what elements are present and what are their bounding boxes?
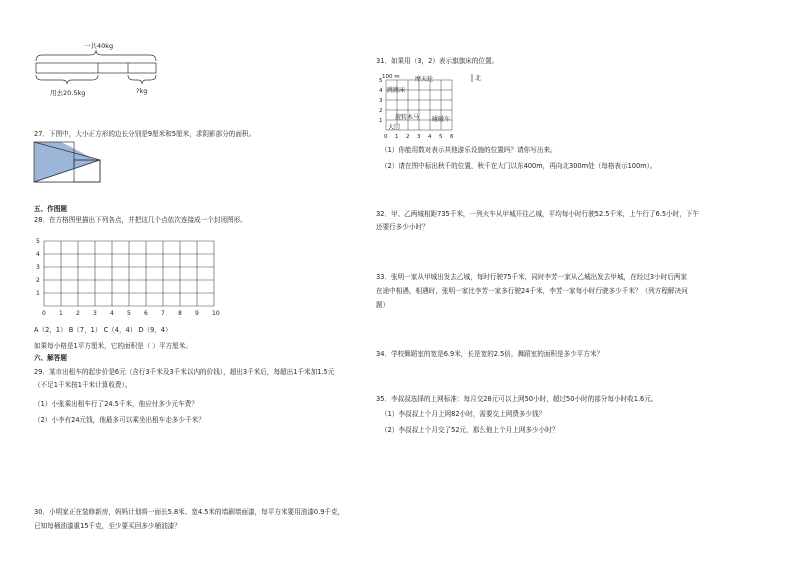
question-28-area: 如果每小格是1平方厘米，它的面积是（ ）平方厘米。 [34, 342, 192, 350]
gate-label: 大门 [388, 124, 401, 131]
map-y-tick: 2 [379, 108, 383, 114]
ferris-wheel-label: 摩天轮 [415, 76, 434, 83]
section-6-title: 六、解答题 [34, 354, 67, 362]
map-y-tick: 3 [379, 98, 383, 104]
x-tick-label: 4 [110, 310, 114, 317]
x-tick-label: 5 [127, 310, 131, 317]
question-33-line2: 在途中相遇，相遇时，张明一家比李芳一家多行驶24千米，李芳一家每小时行驶多少千米？（列方程解决问 [376, 287, 688, 295]
x-tick-label: 6 [144, 310, 148, 317]
total-brace [36, 50, 156, 61]
bumper-car-label: 碰碰车 [432, 116, 451, 123]
map-unit-label: 100 m [382, 74, 400, 80]
question-29-line2: （不足1千米按1千米计算收费）。 [34, 381, 132, 389]
map-x-tick: 0 [384, 134, 388, 140]
question-34: 34．学校舞蹈室的宽是6.9米，长是宽的2.5倍，舞蹈室的面积是多少平方米？ [376, 350, 604, 358]
map-x-tick: 1 [395, 134, 399, 140]
y-tick-label: 2 [36, 277, 40, 284]
question-32-line1: 32．甲、乙两城相距735千米，一列火车从甲城开往乙城，平均每小时行驶52.5千米，上午行了6.5小时，下午 [376, 210, 700, 218]
x-tick-label: 3 [93, 310, 97, 317]
map-x-tick: 3 [417, 134, 421, 140]
question-35: 35．李叔叔选择的上网标准：每月交28元可以上网50小时，超过50小时的部分每小时收1.6元。 [376, 395, 658, 403]
question-30-line1: 30．小明家正在装修新房，妈妈计划将一面长5.8米、宽4.5米的墙刷墙面漆，每平方米要用油漆0.9千克， [34, 508, 345, 516]
map-y-tick: 4 [379, 88, 383, 94]
section-5-title: 五、作图题 [34, 205, 67, 213]
question-31: 31．如果用（3，2）表示旗旗床的位置。 [376, 57, 499, 65]
map-y-tick: 5 [379, 78, 383, 84]
bar [36, 63, 156, 73]
question-35-part2: （2）李叔叔上个月交了52元，那么他上个月上网多少小时？ [381, 426, 559, 434]
trampoline-label: 跳跳床 [387, 87, 406, 94]
question-35-part1: （1）李叔叔上个月上网82小时，需要交上网费多少钱？ [381, 410, 546, 418]
question-29-part2: （2）小李有24元钱，他最多可以乘坐出租车走多少千米？ [34, 416, 205, 424]
x-tick-label: 1 [59, 310, 63, 317]
map-x-tick: 2 [406, 134, 410, 140]
x-tick-label: 2 [76, 310, 80, 317]
used-label: 用去20.5kg [50, 89, 86, 97]
question-28: 28．在方格图里描出下列各点，并把这几个点依次连接成一个封闭图形。 [34, 216, 247, 224]
unknown-label: ?kg [136, 87, 148, 95]
x-tick-label: 9 [195, 310, 199, 317]
x-tick-label: 10 [212, 310, 220, 317]
carousel-label: 旋转木马 [395, 114, 420, 121]
question-31-part2: （2）请在图中标出秋千的位置，秋千在大门以东400m，再向北300m处（每格表示100m）。 [381, 162, 657, 170]
y-tick-label: 4 [36, 251, 40, 258]
y-tick-label: 5 [36, 238, 40, 245]
north-label: 北 [475, 75, 482, 82]
unknown-brace [128, 75, 156, 84]
map-x-tick: 5 [439, 134, 443, 140]
question-30-line2: 已知每桶油漆重15千克，至少要买回多少桶油漆？ [34, 522, 181, 530]
question-28-points: A（2，1） B（7，1） C（4，4） D（9，4） [34, 326, 172, 334]
y-tick-label: 3 [36, 264, 40, 271]
used-brace [36, 75, 98, 84]
total-label: 一共40kg [84, 42, 114, 50]
squares-figure [34, 142, 114, 192]
y-tick-label: 1 [36, 290, 40, 297]
question-33-line3: 题） [376, 301, 390, 309]
coordinate-grid[interactable] [36, 234, 226, 319]
question-32-line2: 还要行多少小时？ [376, 223, 429, 231]
bar-diagram [30, 38, 180, 98]
question-29-part1: （1）小张乘出租车行了24.5千米，他应付多少元车费？ [34, 400, 198, 408]
x-tick-label: 0 [42, 310, 46, 317]
x-tick-label: 8 [178, 310, 182, 317]
question-27: 27．下图中，大小正方形的边长分别是9厘米和5厘米，求阴影部分的面积。 [34, 130, 256, 138]
park-map[interactable] [372, 70, 502, 140]
x-tick-label: 7 [161, 310, 165, 317]
map-x-tick: 4 [428, 134, 432, 140]
question-33-line1: 33．张明一家从甲城出发去乙城，每时行驶75千米，同时李芳一家从乙城出发去甲城，在经过3小时后两家 [376, 273, 688, 281]
map-y-tick: 1 [379, 118, 383, 124]
map-x-tick: 6 [450, 134, 454, 140]
question-31-part1: （1）你能用数对表示其他游乐设施的位置吗？请你写出来。 [381, 146, 557, 154]
question-29-line1: 29．某市出租车的起步价是6元（含行3千米及3千米以内的价钱），超出3千米后，每超出1千米加1.5元 [34, 368, 335, 376]
